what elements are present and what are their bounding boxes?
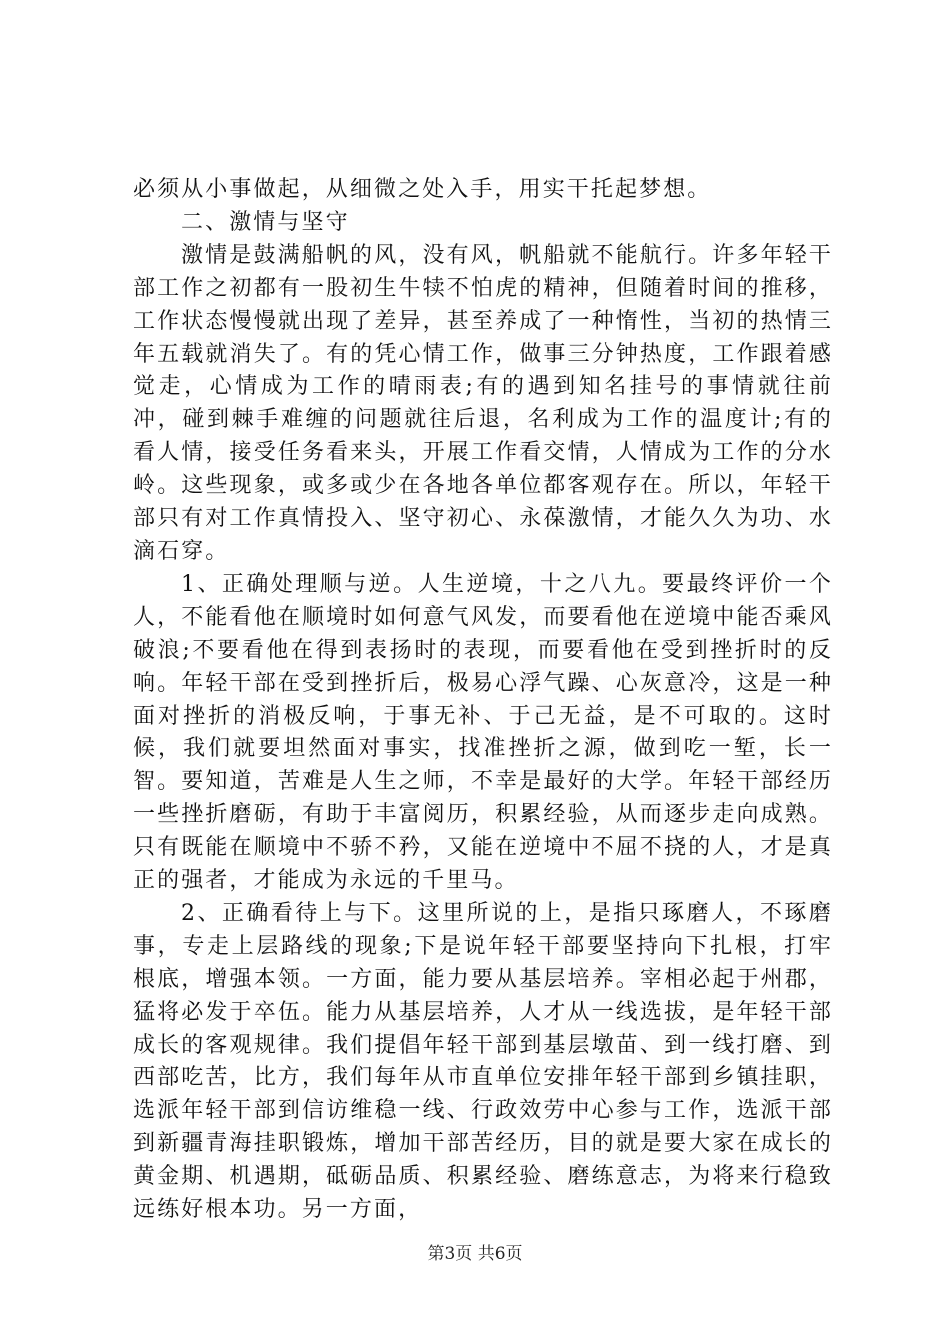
page-footer: 第3页 共6页 xyxy=(427,1244,523,1264)
document-body xyxy=(133,174,833,1227)
section-heading: 二、激情与坚守 xyxy=(181,209,350,235)
paragraph-adversity: 1、正确处理顺与逆。人生逆境，十之八九。要最终评价一个人，不能看他在顺境时如何意气风发，而要看他在逆境中能否乘风破浪;不要看他在得到表扬时的表现，而要看他在受到挫折时的反响。年轻干部在受到挫折后，极易心浮气躁、心灰意冷，这是一种面对挫折的消极反响，于事无补、于己无益，是不可取的。这时候，我们就要坦然面对事实，找准挫折之源，做到吃一堑，长一智。要知道，苦难是人生之师，不幸是最好的大学。年轻干部经历一些挫折磨砺，有助于丰富阅历，积累经验，从而逐步走向成熟。只有既能在顺境中不骄不矜，又能在逆境中不屈不挠的人，才是真正的强者，才能成为永远的千里马。 xyxy=(133,571,833,894)
paragraph-passion: 激情是鼓满船帆的风，没有风，帆船就不能航行。许多年轻干部工作之初都有一股初生牛犊不怕虎的精神，但随着时间的推移，工作状态慢慢就出现了差异，甚至养成了一种惰性，当初的热情三年五载就消失了。有的凭心情工作，做事三分钟热度，工作跟着感觉走，心情成为工作的晴雨表;有的遇到知名挂号的事情就往前冲，碰到棘手难缠的问题就往后退，名利成为工作的温度计;有的看人情，接受任务看来头，开展工作看交情，人情成为工作的分水岭。这些现象，或多或少在各地各单位都客观存在。所以，年轻干部只有对工作真情投入、坚守初心、永葆激情，才能久久为功、水滴石穿。 xyxy=(133,242,833,564)
paragraph-continuation: 必须从小事做起，从细微之处入手，用实干托起梦想。 xyxy=(133,177,712,202)
paragraph-up-down: 2、正确看待上与下。这里所说的上，是指只琢磨人，不琢磨事，专走上层路线的现象;下是说年轻干部要坚持向下扎根，打牢根底，增强本领。一方面，能力要从基层培养。宰相必起于州郡，猛将必发于卒伍。能力从基层培养，人才从一线选拔，是年轻干部成长的客观规律。我们提倡年轻干部到基层墩苗、到一线打磨、到西部吃苦，比方，我们每年从市直单位安排年轻干部到乡镇挂职，选派年轻干部到信访维稳一线、行政效劳中心参与工作，选派干部到新疆青海挂职锻炼，增加干部苦经历，目的就是要大家在成长的黄金期、机遇期，砥砺品质、积累经验、磨练意志，为将来行稳致远练好根本功。另一方面， xyxy=(133,900,833,1223)
